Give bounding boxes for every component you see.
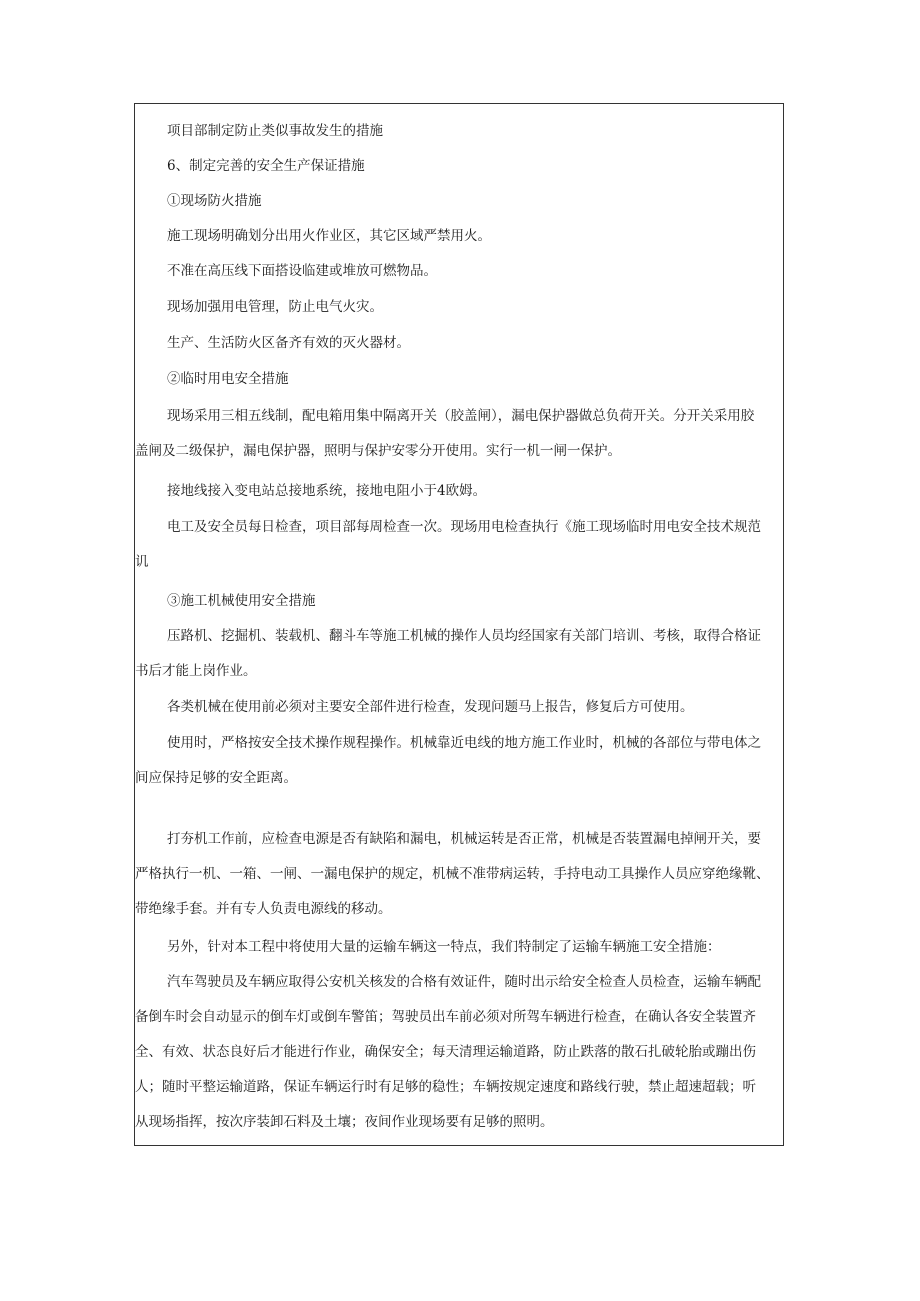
paragraph-five-wire-system bbox=[135, 399, 785, 469]
paragraph-daily-inspection bbox=[135, 510, 785, 580]
paragraph-operator-training bbox=[135, 619, 785, 689]
content-table-cell bbox=[134, 103, 784, 1146]
line: 人；随时平整运输道路，保证车辆运行时有足够的稳性；车辆按规定速度和路线行驶，禁止超速超载；听 bbox=[135, 1079, 756, 1095]
line: 盖闸及二级保护，漏电保护器，照明与保护安零分开使用。实行一机一闸一保护。 bbox=[135, 443, 621, 459]
line: 打夯机工作前，应检查电源是否有缺陷和漏电，机械运转是否正常，机械是否装置漏电掉闸开关，要 bbox=[167, 831, 761, 847]
paragraph-fire-zone: 施工现场明确划分出用火作业区，其它区域严禁用火。 bbox=[167, 228, 491, 244]
line: 严格执行一机、一箱、一闸、一漏电保护的规定，机械不准带病运转，手持电动工具操作人员应穿绝缘靴、 bbox=[135, 866, 770, 882]
line: 现场采用三相五线制，配电箱用集中隔离开关（胶盖闸），漏电保护器做总负荷开关。分开关采用胶 bbox=[167, 408, 755, 424]
line: 书后才能上岗作业。 bbox=[135, 663, 257, 679]
paragraph-fire-equipment: 生产、生活防火区备齐有效的灭火器材。 bbox=[167, 335, 410, 351]
paragraph-accident-prevention: 项目部制定防止类似事故发生的措施 bbox=[167, 123, 383, 139]
line: 备倒车时会自动显示的倒车灯或倒车警笛；驾驶员出车前必须对所驾车辆进行检查，在确认各安全装置齐 bbox=[135, 1009, 756, 1025]
line: 讥 bbox=[135, 554, 149, 570]
line: 使用时，严格按安全技术操作规程操作。机械靠近电线的地方施工作业时，机械的各部位与带电体之 bbox=[167, 735, 761, 751]
paragraph-tamper-machine bbox=[135, 822, 785, 927]
heading-temporary-power: ②临时用电安全措施 bbox=[167, 371, 289, 387]
paragraph-transport-intro: 另外，针对本工程中将使用大量的运输车辆这一特点，我们特制定了运输车辆施工安全措施： bbox=[167, 939, 721, 955]
line: 电工及安全员每日检查，项目部每周检查一次。现场用电检查执行《施工现场临时用电安全技术规范 bbox=[167, 519, 761, 535]
heading-machinery-safety: ③施工机械使用安全措施 bbox=[167, 593, 316, 609]
paragraph-high-voltage: 不准在高压线下面搭设临建或堆放可燃物品。 bbox=[167, 263, 437, 279]
paragraph-grounding: 接地线接入变电站总接地系统，接地电阻小于4欧姆。 bbox=[167, 483, 487, 499]
line: 从现场指挥，按次序装卸石料及土壤；夜间作业现场要有足够的照明。 bbox=[135, 1114, 554, 1130]
heading-safety-measures: 6、制定完善的安全生产保证措施 bbox=[167, 158, 365, 174]
line: 汽车驾驶员及车辆应取得公安机关核发的合格有效证件，随时出示给安全检查人员检查，运输车辆配 bbox=[167, 974, 761, 990]
line: 带绝缘手套。并有专人负责电源线的移动。 bbox=[135, 901, 392, 917]
line: 全、有效、状态良好后才能进行作业，确保安全；每天清理运输道路，防止跌落的散石扎破轮胎或蹦出伤 bbox=[135, 1044, 756, 1060]
line: 压路机、挖掘机、装载机、翻斗车等施工机械的操作人员均经国家有关部门培训、考核，取得合格证 bbox=[167, 628, 761, 644]
paragraph-power-management: 现场加强用电管理，防止电气火灾。 bbox=[167, 299, 383, 315]
heading-fire-prevention: ①现场防火措施 bbox=[167, 193, 262, 209]
paragraph-vehicle-safety bbox=[135, 965, 785, 1140]
paragraph-pre-use-check: 各类机械在使用前必须对主要安全部件进行检查，发现问题马上报告，修复后方可使用。 bbox=[167, 699, 694, 715]
line: 间应保持足够的安全距离。 bbox=[135, 770, 297, 786]
paragraph-operating-rules bbox=[135, 726, 785, 796]
